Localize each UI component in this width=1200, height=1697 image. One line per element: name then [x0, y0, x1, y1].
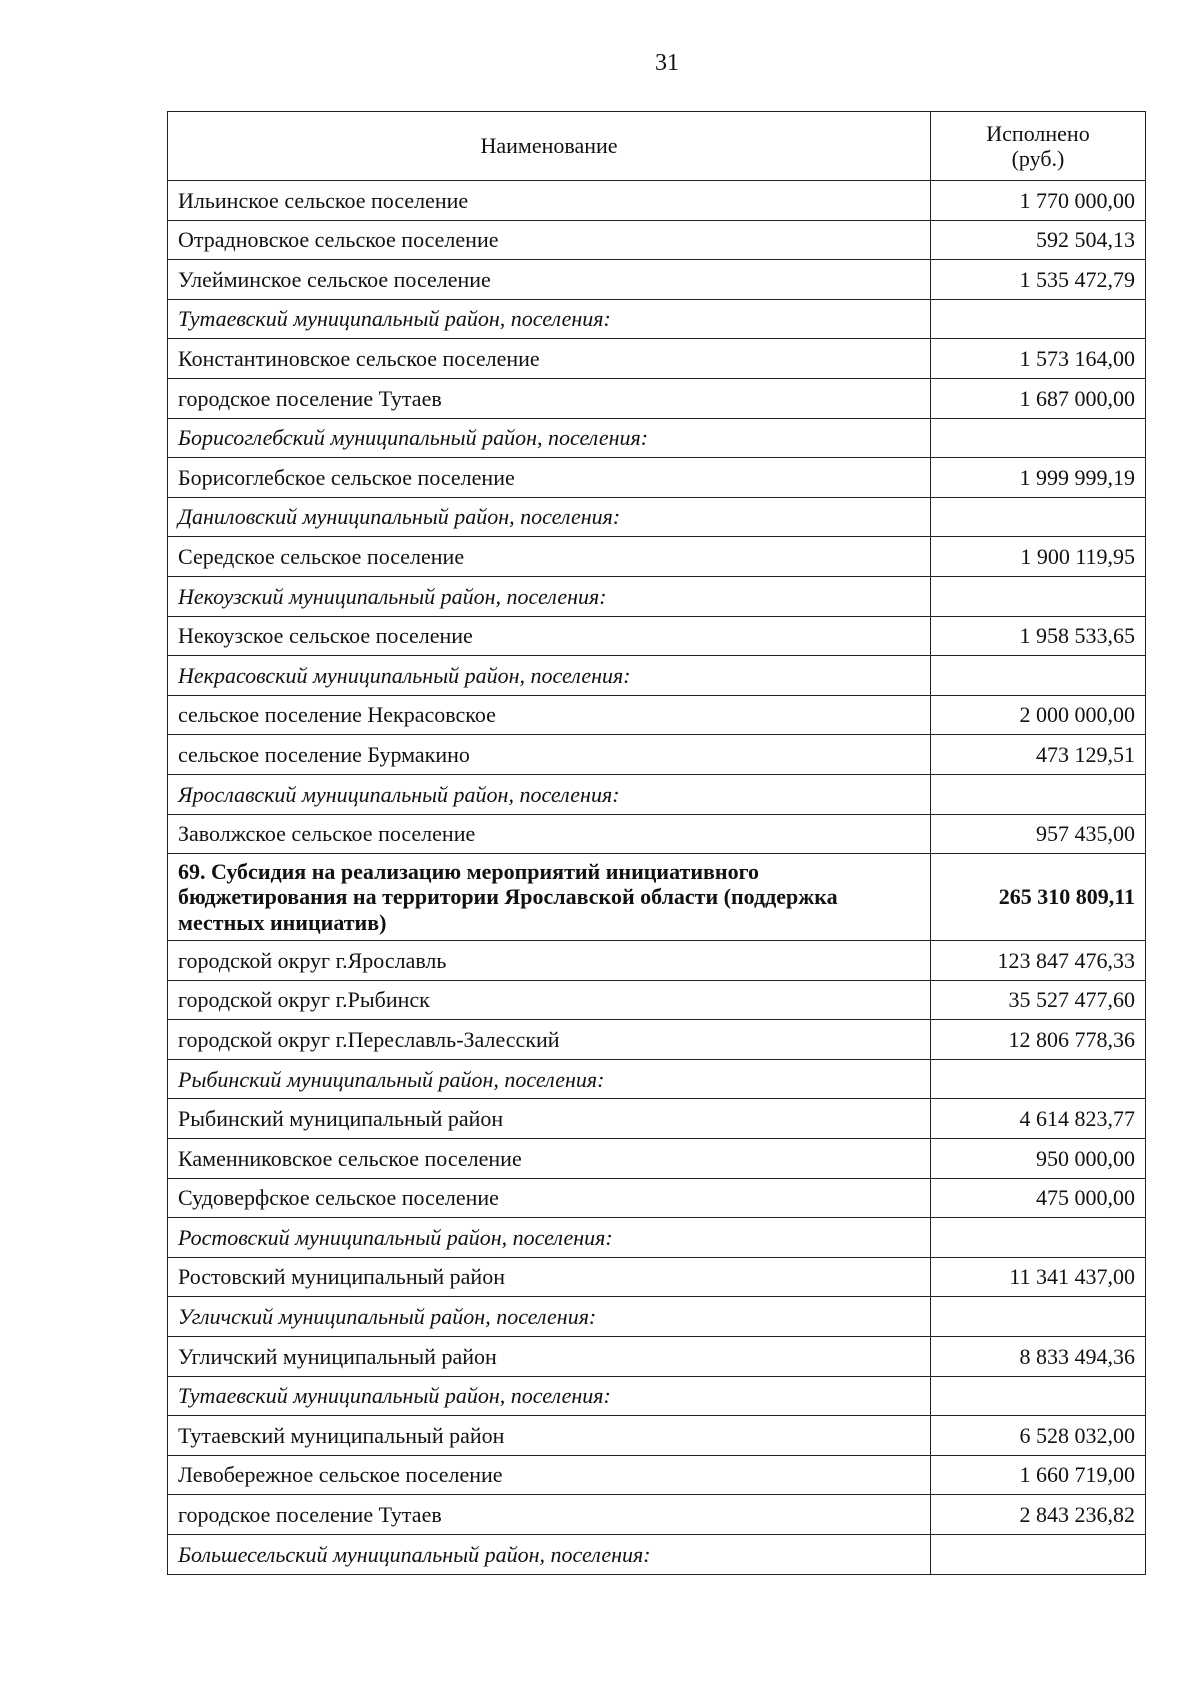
row-amount-cell [931, 656, 1146, 696]
row-name-cell: городской округ г.Переславль-Залесский [168, 1020, 931, 1060]
district-group-row [168, 497, 1146, 537]
district-group-row [168, 418, 1146, 458]
row-name-cell: Каменниковское сельское поселение [168, 1139, 931, 1179]
column-header-name: Наименование [168, 112, 931, 181]
row-name-cell: городской округ г.Ярославль [168, 941, 931, 981]
row-amount-cell: 2 000 000,00 [931, 695, 1146, 735]
district-group-row [168, 774, 1146, 814]
row-amount-cell: 475 000,00 [931, 1178, 1146, 1218]
row-amount-cell: 592 504,13 [931, 220, 1146, 260]
row-amount-cell: 1 999 999,19 [931, 458, 1146, 498]
row-name-cell: Ярославский муниципальный район, поселения: [168, 774, 931, 814]
row-amount-cell [931, 576, 1146, 616]
table-row [168, 1178, 1146, 1218]
table-row [168, 1020, 1146, 1060]
row-amount-cell: 2 843 236,82 [931, 1495, 1146, 1535]
row-name-cell: городской округ г.Рыбинск [168, 980, 931, 1020]
row-name-cell: Тутаевский муниципальный район, поселения: [168, 1376, 931, 1416]
table-row [168, 695, 1146, 735]
row-name-cell: Рыбинский муниципальный район, поселения: [168, 1059, 931, 1099]
row-amount-cell: 1 573 164,00 [931, 339, 1146, 379]
row-name-cell: Угличский муниципальный район, поселения: [168, 1297, 931, 1337]
district-group-row [168, 1059, 1146, 1099]
row-name-cell: Некоузский муниципальный район, поселения: [168, 576, 931, 616]
row-name-cell: Левобережное сельское поселение [168, 1455, 931, 1495]
row-amount-cell: 1 770 000,00 [931, 181, 1146, 221]
row-amount-cell [931, 774, 1146, 814]
row-name-cell: Тутаевский муниципальный район [168, 1416, 931, 1456]
row-name-cell: Рыбинский муниципальный район [168, 1099, 931, 1139]
row-name-cell: Заволжское сельское поселение [168, 814, 931, 854]
row-amount-cell: 265 310 809,11 [931, 854, 1146, 941]
row-amount-cell [931, 1218, 1146, 1258]
row-amount-cell: 1 900 119,95 [931, 537, 1146, 577]
row-name-cell: сельское поселение Некрасовское [168, 695, 931, 735]
row-name-cell: Угличский муниципальный район [168, 1337, 931, 1377]
row-amount-cell [931, 497, 1146, 537]
row-name-cell: Ростовский муниципальный район, поселения: [168, 1218, 931, 1258]
table-row [168, 1257, 1146, 1297]
table-row [168, 339, 1146, 379]
row-amount-cell: 1 958 533,65 [931, 616, 1146, 656]
row-amount-cell: 12 806 778,36 [931, 1020, 1146, 1060]
column-header-amount [931, 112, 1146, 181]
row-amount-cell [931, 1535, 1146, 1575]
table-row [168, 378, 1146, 418]
table-body [168, 181, 1146, 1575]
row-name-cell: Некоузское сельское поселение [168, 616, 931, 656]
row-amount-cell [931, 299, 1146, 339]
subsidy-heading-row [168, 854, 1146, 941]
table-row [168, 260, 1146, 300]
row-amount-cell: 11 341 437,00 [931, 1257, 1146, 1297]
table-row [168, 1099, 1146, 1139]
row-name-cell: Ростовский муниципальный район [168, 1257, 931, 1297]
row-name-cell: Судоверфское сельское поселение [168, 1178, 931, 1218]
row-name-cell: Тутаевский муниципальный район, поселения: [168, 299, 931, 339]
table-row [168, 1416, 1146, 1456]
row-amount-cell: 4 614 823,77 [931, 1099, 1146, 1139]
row-amount-cell [931, 1376, 1146, 1416]
row-amount-cell [931, 418, 1146, 458]
district-group-row [168, 656, 1146, 696]
row-amount-cell: 473 129,51 [931, 735, 1146, 775]
table-row [168, 220, 1146, 260]
row-name-cell: сельское поселение Бурмакино [168, 735, 931, 775]
row-name-cell: 69. Субсидия на реализацию мероприятий инициативного бюджетирования на территории Ярославской области (поддержка местных инициатив) [168, 854, 931, 941]
row-name-cell: Некрасовский муниципальный район, поселения: [168, 656, 931, 696]
page-number: 31 [655, 50, 679, 76]
table-row [168, 1337, 1146, 1377]
table-row [168, 537, 1146, 577]
row-amount-cell: 1 687 000,00 [931, 378, 1146, 418]
district-group-row [168, 299, 1146, 339]
table-row [168, 735, 1146, 775]
row-amount-cell: 1 660 719,00 [931, 1455, 1146, 1495]
district-group-row [168, 1376, 1146, 1416]
row-amount-cell: 8 833 494,36 [931, 1337, 1146, 1377]
budget-table [167, 111, 1146, 1575]
row-amount-cell: 35 527 477,60 [931, 980, 1146, 1020]
row-name-cell: Большесельский муниципальный район, поселения: [168, 1535, 931, 1575]
amount-header-line1: Исполнено [986, 120, 1090, 146]
row-name-cell: городское поселение Тутаев [168, 1495, 931, 1535]
row-amount-cell: 1 535 472,79 [931, 260, 1146, 300]
table-row [168, 1495, 1146, 1535]
amount-header-line2: (руб.) [1011, 146, 1065, 171]
district-group-row [168, 1297, 1146, 1337]
row-name-cell: Отрадновское сельское поселение [168, 220, 931, 260]
table-row [168, 181, 1146, 221]
district-group-row [168, 1218, 1146, 1258]
table-row [168, 458, 1146, 498]
table-row [168, 941, 1146, 981]
row-amount-cell: 957 435,00 [931, 814, 1146, 854]
row-name-cell: Середское сельское поселение [168, 537, 931, 577]
table-row [168, 1455, 1146, 1495]
table-row [168, 814, 1146, 854]
row-name-cell: Константиновское сельское поселение [168, 339, 931, 379]
row-name-cell: Борисоглебский муниципальный район, поселения: [168, 418, 931, 458]
table-row [168, 1139, 1146, 1179]
row-name-cell: Ильинское сельское поселение [168, 181, 931, 221]
district-group-row [168, 576, 1146, 616]
row-amount-cell: 950 000,00 [931, 1139, 1146, 1179]
row-name-cell: Улейминское сельское поселение [168, 260, 931, 300]
row-amount-cell [931, 1297, 1146, 1337]
row-name-cell: Борисоглебское сельское поселение [168, 458, 931, 498]
table-row [168, 980, 1146, 1020]
row-amount-cell [931, 1059, 1146, 1099]
row-amount-cell: 123 847 476,33 [931, 941, 1146, 981]
row-name-cell: городское поселение Тутаев [168, 378, 931, 418]
row-name-cell: Даниловский муниципальный район, поселения: [168, 497, 931, 537]
district-group-row [168, 1535, 1146, 1575]
row-amount-cell: 6 528 032,00 [931, 1416, 1146, 1456]
table-header-row [168, 112, 1146, 181]
table-row [168, 616, 1146, 656]
